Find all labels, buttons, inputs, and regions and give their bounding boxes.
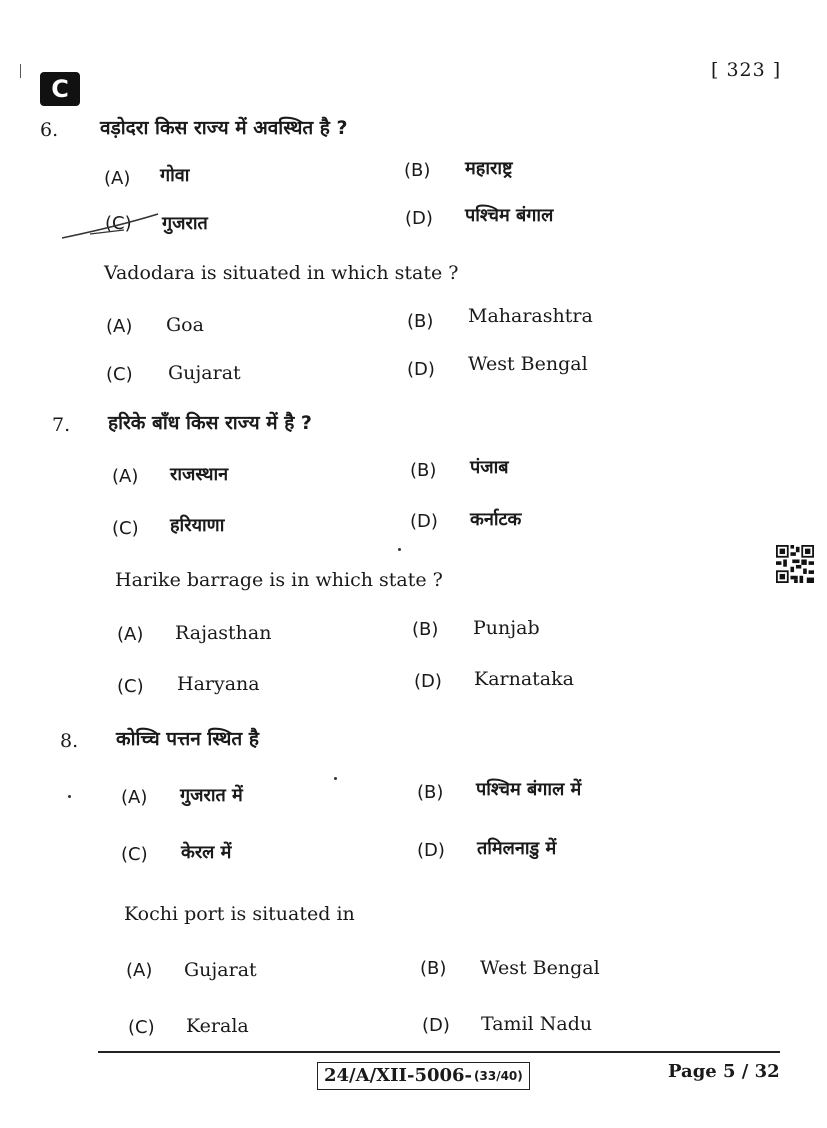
q6-english-option-a-label: (A) [106,316,133,337]
q8-hindi-option-b-label: (B) [417,782,444,803]
pen-tick-mark [60,208,160,244]
set-badge: C [40,72,80,106]
q8-english-option-d-text: Tamil Nadu [481,1013,593,1035]
q7-english-option-b-label: (B) [412,619,439,640]
q6-english-option-a-text: Goa [166,314,204,336]
footer-rule [98,1051,780,1053]
scan-speck [68,795,71,798]
q7-hindi-option-b-label: (B) [410,460,437,481]
q6-english-option-b-label: (B) [407,311,434,332]
question-7-number: 7. [52,414,71,436]
paper-code-suffix: (33/40) [474,1069,523,1083]
q8-hindi-option-d-text: तमिलनाडु में [477,838,557,859]
q7-hindi-option-d-text: कर्नाटक [470,509,522,530]
question-code: [ 323 ] [711,59,782,81]
qr-code-icon [776,545,814,583]
question-8-number: 8. [60,730,79,752]
q8-english-option-a-text: Gujarat [184,959,257,981]
q7-english-option-d-label: (D) [414,671,442,692]
q7-english-option-d-text: Karnataka [474,668,574,690]
question-6-english: Vadodara is situated in which state ? [104,262,459,284]
q8-english-option-c-label: (C) [128,1017,155,1038]
q6-hindi-option-b-text: महाराष्ट्र [465,158,513,179]
q7-english-option-c-text: Haryana [177,673,260,695]
q6-hindi-option-d-label: (D) [405,208,433,229]
q8-hindi-option-c-label: (C) [121,844,148,865]
q8-english-option-c-text: Kerala [186,1015,249,1037]
q6-hindi-option-b-label: (B) [404,160,431,181]
q7-english-option-b-text: Punjab [473,617,540,639]
q7-english-option-c-label: (C) [117,676,144,697]
q8-hindi-option-c-text: केरल में [181,842,232,863]
q7-hindi-option-c-text: हरियाणा [170,515,225,536]
q6-hindi-option-d-text: पश्चिम बंगाल [465,205,554,226]
q7-english-option-a-label: (A) [117,624,144,645]
q6-english-option-c-text: Gujarat [168,362,241,384]
scan-speck [334,777,337,780]
q6-hindi-option-c-label: (C) [105,213,132,234]
q8-english-option-d-label: (D) [422,1015,450,1036]
q8-hindi-option-b-text: पश्चिम बंगाल में [476,779,582,800]
q6-english-option-d-text: West Bengal [468,353,588,375]
q7-hindi-option-b-text: पंजाब [470,457,509,478]
q6-english-option-d-label: (D) [407,359,435,380]
q6-hindi-option-a-label: (A) [104,168,131,189]
question-7-english: Harike barrage is in which state ? [115,569,443,591]
q6-hindi-option-a-text: गोवा [160,165,190,186]
q7-hindi-option-d-label: (D) [410,511,438,532]
q7-hindi-option-a-label: (A) [112,466,139,487]
paper-code-box [317,1062,530,1090]
q6-english-option-b-text: Maharashtra [468,305,593,327]
q8-hindi-option-a-text: गुजरात में [180,785,243,806]
q6-english-option-c-label: (C) [106,364,133,385]
q8-hindi-option-a-label: (A) [121,787,148,808]
question-6-number: 6. [40,119,59,141]
q8-hindi-option-d-label: (D) [417,840,445,861]
page-number: Page 5 / 32 [668,1061,780,1082]
paper-code: 24/A/XII-5006- [324,1065,473,1086]
question-8-english: Kochi port is situated in [124,903,355,925]
q7-english-option-a-text: Rajasthan [175,622,272,644]
q8-english-option-b-label: (B) [420,958,447,979]
q7-hindi-option-a-text: राजस्थान [170,464,229,485]
scan-edge-mark [20,64,21,78]
q7-hindi-option-c-label: (C) [112,518,139,539]
scan-speck [398,548,401,551]
question-6-hindi: वड़ोदरा किस राज्य में अवस्थित है ? [100,117,348,139]
q6-hindi-option-c-text: गुजरात [162,213,208,234]
q8-english-option-a-label: (A) [126,960,153,981]
question-7-hindi: हरिके बाँध किस राज्य में है ? [108,412,312,434]
question-8-hindi: कोच्चि पत्तन स्थित है [116,728,259,750]
q8-english-option-b-text: West Bengal [480,957,600,979]
